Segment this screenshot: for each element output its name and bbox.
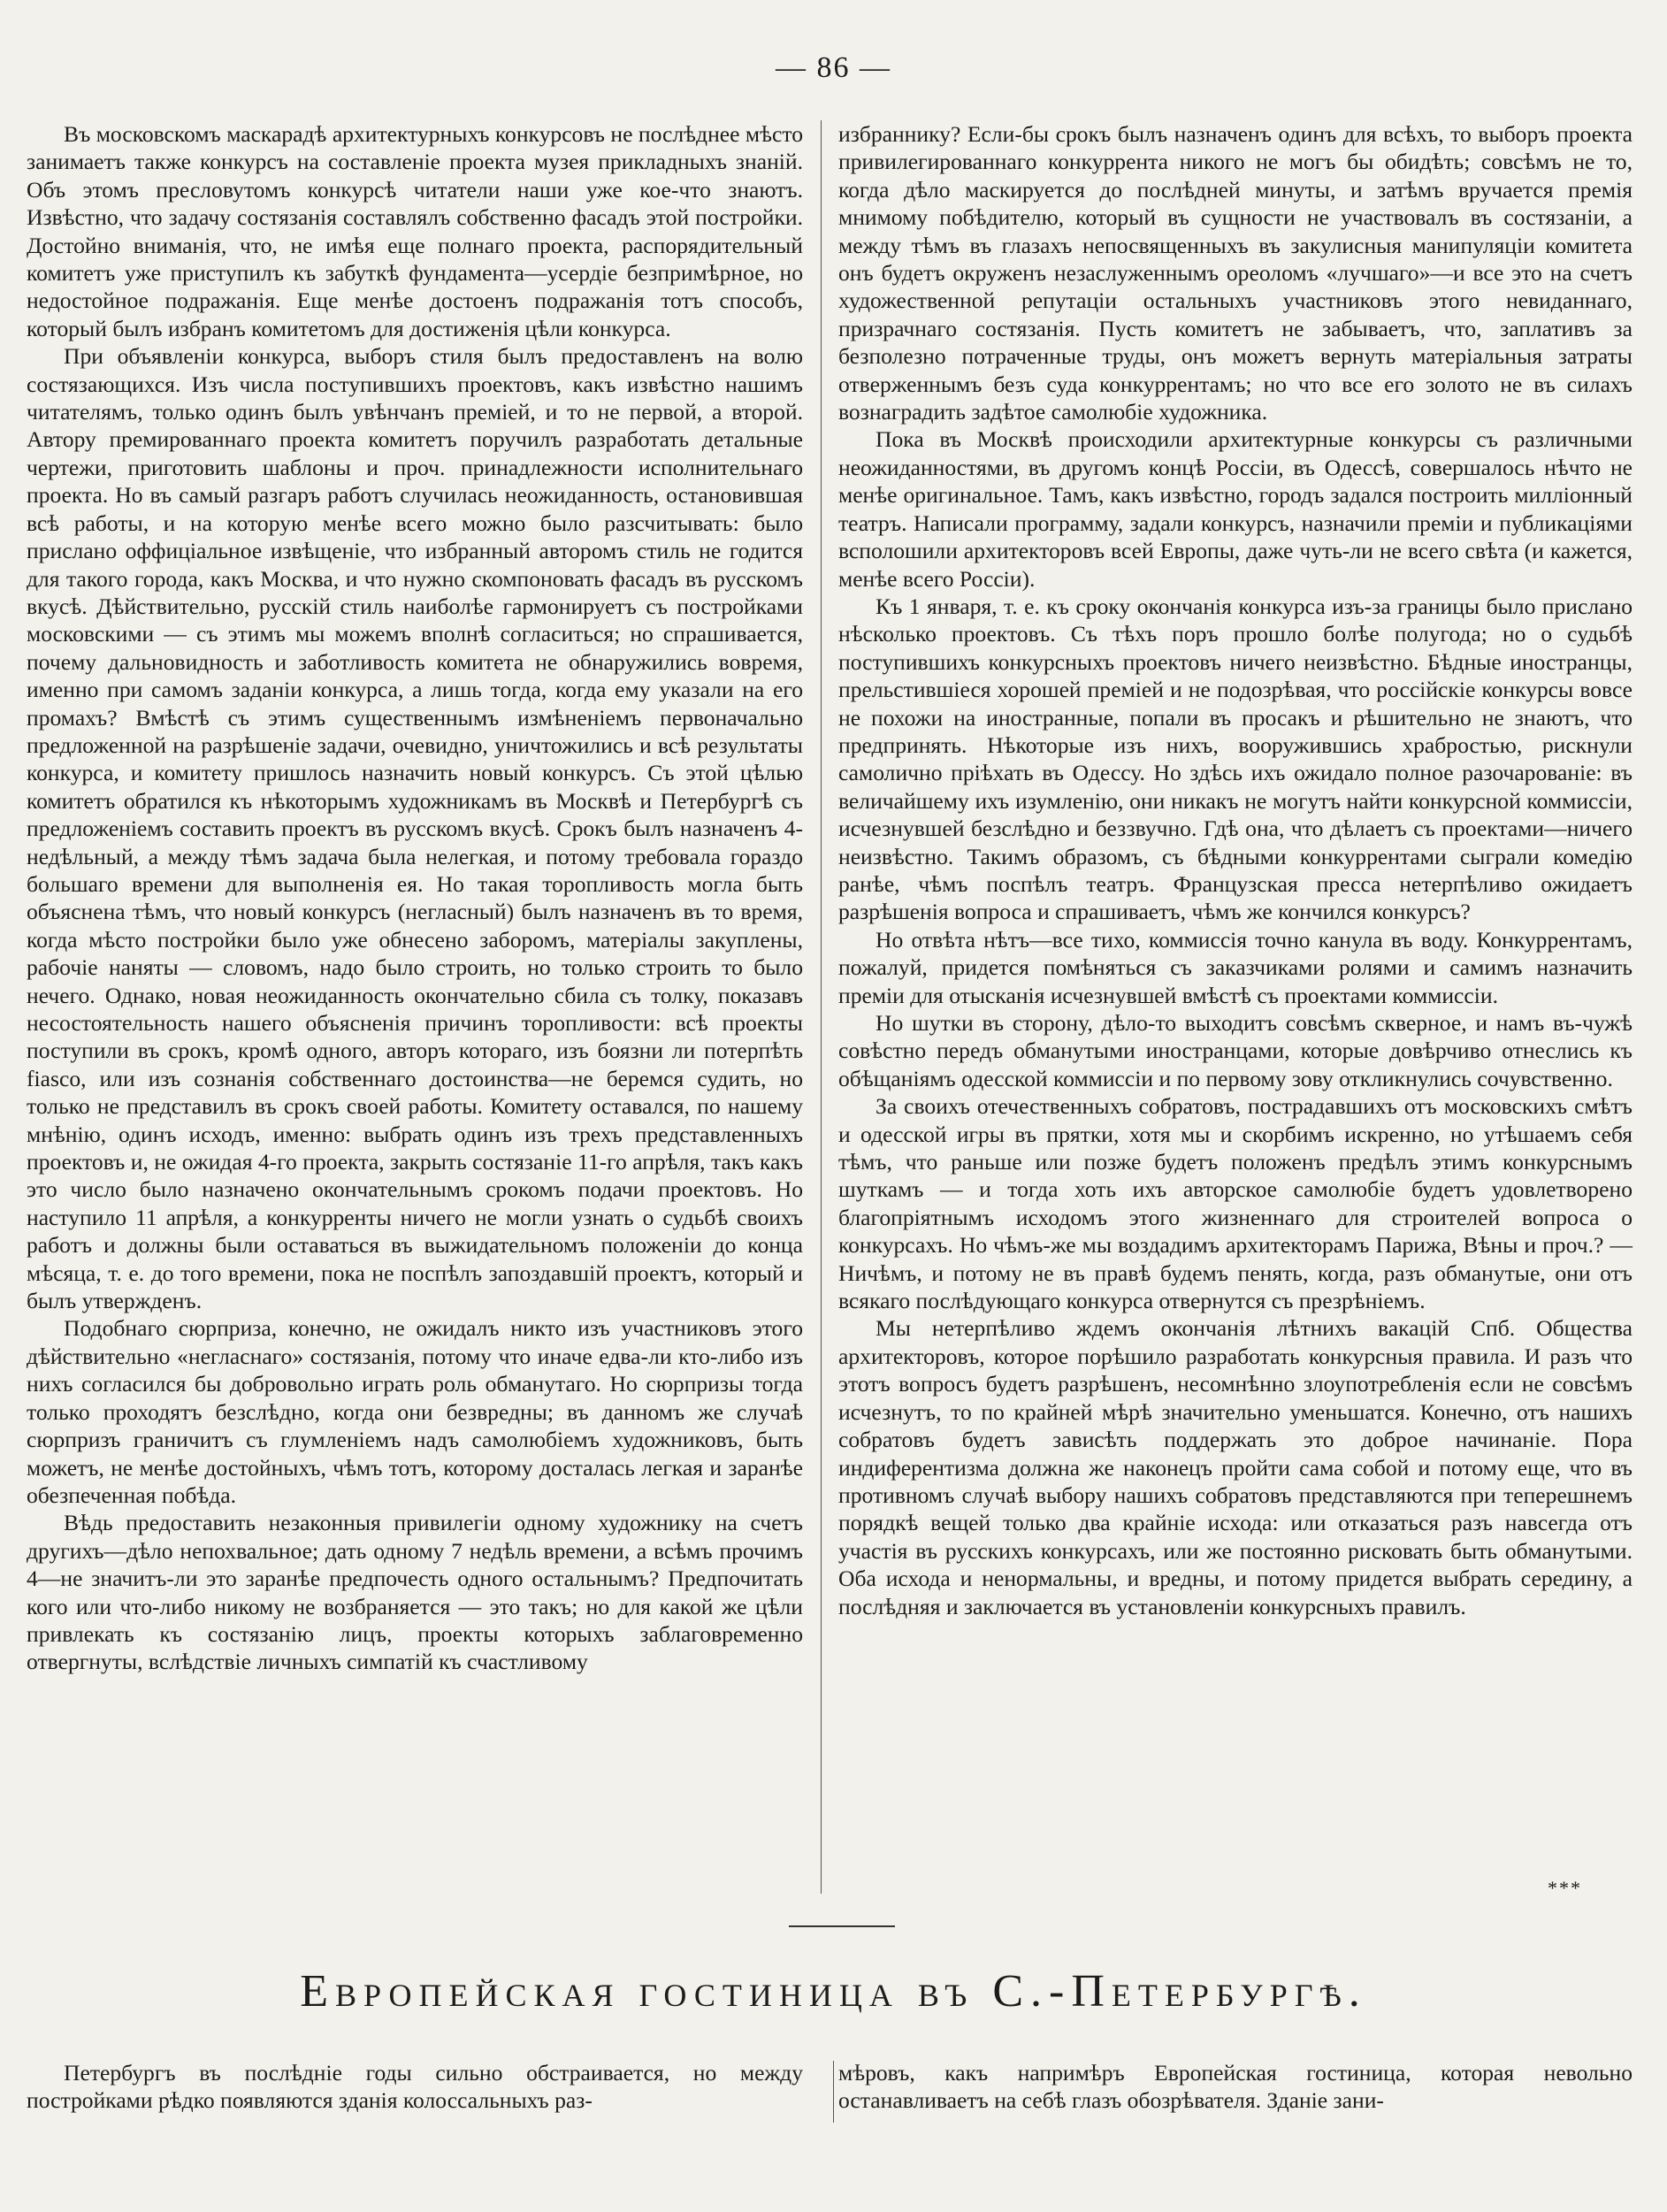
paragraph: За своихъ отечественныхъ собратовъ, пострадавшихъ отъ московскихъ смѣтъ и одесской игры въ прятки, хотя мы и скорбимъ искренно, но утѣшаемъ себя тѣмъ, что раньше или позже будетъ положенъ предѣлъ этимъ конкурснымъ шуткамъ — и тогда хоть ихъ авторское самолюбіе будетъ удовлетворено благопріятнымъ исходомъ этого жизненнаго для строителей вопроса о конкурсахъ. Но чѣмъ-же мы воздадимъ архитекторамъ Парижа, Вѣны и проч.? — Ничѣмъ, и потому не въ правѣ будемъ пенять, когда, разъ обманутые, они отъ всякаго послѣдующаго конкурса отвернутся съ презрѣніемъ. [838,1093,1633,1314]
section-title: Европейская гостиница въ С.-Петербургѣ. [300,1966,1367,2017]
paragraph: Вѣдь предоставить незаконныя привилегіи одному художнику на счетъ другихъ—дѣло непохвальное; дать одному 7 недѣль времени, а всѣмъ прочимъ 4—не значитъ-ли это заранѣе предпочесть одного остальнымъ? Предпочитать кого или что-либо никому не возбраняется — это такъ; но для какой же цѣли привлекать къ состязанію лицъ, проекты которыхъ заблаговременно отвергнуты, вслѣдствіе личныхъ симпатій къ счастливому [27,1510,803,1675]
paragraph: Мы нетерпѣливо ждемъ окончанія лѣтнихъ вакацій Спб. Общества архитекторовъ, которое порѣшило разработать конкурсныя правила. И разъ что этотъ вопросъ будетъ разрѣшенъ, несомнѣнно злоупотребленія если не совсѣмъ исчезнутъ, то по крайней мѣрѣ значительно уменьшатся. Конечно, отъ нашихъ собратовъ будетъ зависѣть поддержать это доброе начинаніе. Пора индиферентизма должна же наконецъ пройти сама собой и потому еще, что въ противномъ случаѣ выбору нашихъ собратовъ представляются при теперешнемъ порядкѣ вещей только два крайніе исхода: или отказаться разъ навсегда отъ участія въ русскихъ конкурсахъ, или же постоянно рисковать быть обманутыми. Оба исхода и ненормальны, и вредны, и потому придется выбрать середину, а послѣдняя и заключается въ установленіи конкурсныхъ правилъ. [838,1315,1633,1619]
page-number: — 86 — [776,51,891,84]
column-divider [833,2061,834,2123]
paragraph: Подобнаго сюрприза, конечно, не ожидалъ никто изъ участниковъ этого дѣйствительно «негласнаго» состязанія, потому что иначе едва-ли кто-либо изъ нихъ согласился бы добровольно играть роль обманутаго. Но сюрпризы тогда только проходятъ безслѣдно, когда они безвредны; въ данномъ же случаѣ сюрпризъ граничитъ съ глумленіемъ надъ самолюбіемъ художниковъ, быть можетъ, не менѣе достойныхъ, чѣмъ тотъ, которому досталась легкая и заранѣе обезпеченная побѣда. [27,1315,803,1508]
paragraph: Къ 1 января, т. е. къ сроку окончанія конкурса изъ-за границы было прислано нѣсколько проектовъ. Съ тѣхъ поръ прошло болѣе полугода; но о судьбѣ поступившихъ конкурсныхъ проектовъ ничего неизвѣстно. Бѣдные иностранцы, прельстившіеся хорошей преміей и не подозрѣвая, что россійскіе конкурсы вовсе не похожи на иностранные, попали въ просакъ и рѣшительно не знаютъ, что предпринять. Нѣкоторые изъ нихъ, вооружившись храбростью, рискнули самолично пріѣхать въ Одессу. Но здѣсь ихъ ожидало полное разочарованіе: въ величайшему ихъ изумленію, они никакъ не могутъ найти конкурсной коммиссіи, исчезнувшей безслѣдно и беззвучно. Гдѣ она, что дѣлаетъ съ проектами—ничего неизвѣстно. Такимъ образомъ, съ бѣдными конкуррентами сыграли комедію ранѣе, чѣмъ поспѣлъ театръ. Французская пресса нетерпѣливо ожидаетъ разрѣшенія вопроса и спрашиваетъ, чѣмъ же кончился конкурсъ? [838,593,1633,925]
right-column [838,120,1633,1620]
paragraph: Но шутки въ сторону, дѣло-то выходитъ совсѣмъ скверное, и намъ въ-чужѣ совѣстно передъ обманутыми иностранцами, которые довѣрчиво отнеслись къ обѣщаніямъ одесской коммиссіи и по первому зову откликнулись сочувственно. [838,1010,1633,1091]
paragraph: Петербургъ въ послѣдніе годы сильно обстраивается, но между постройками рѣдко появляются зданія колоссальныхъ раз- [27,2060,803,2114]
paragraph: Въ московскомъ маскарадѣ архитектурныхъ конкурсовъ не послѣднее мѣсто занимаетъ также конкурсъ на составленіе проекта музея прикладныхъ знаній. Объ этомъ пресловутомъ конкурсѣ читатели наши уже кое-что знаютъ. Извѣстно, что задачу состязанія составлялъ собственно фасадъ этой постройки. Достойно вниманія, что, не имѣя еще полнаго проекта, распорядительный комитетъ уже приступилъ къ забуткѣ фундамента—усердіе безпримѣрное, но недостойное подражанія. Еще менѣе достоенъ подражанія тотъ способъ, который былъ избранъ комитетомъ для достиженія цѣли конкурса. [27,121,803,341]
paragraph: мѣровъ, какъ напримѣръ Европейская гостиница, которая невольно останавливаетъ на себѣ глазъ обозрѣвателя. Зданіе зани- [838,2060,1633,2114]
signature-asterisks: *** [1548,1877,1582,1899]
section-right-column [838,2059,1633,2115]
paragraph: Пока въ Москвѣ происходили архитектурные конкурсы съ различными неожиданностями, въ другомъ концѣ Россіи, въ Одессѣ, совершалось нѣчто не менѣе оригинальное. Тамъ, какъ извѣстно, городъ задался построить милліонный театръ. Написали программу, задали конкурсъ, назначили преміи и публикаціями всполошили архитекторовъ всей Европы, даже чуть-ли не всего свѣта (и кажется, менѣе всего Россіи). [838,426,1633,592]
paragraph: При объявленіи конкурса, выборъ стиля былъ предоставленъ на волю состязающихся. Изъ числа поступившихъ проектовъ, какъ извѣстно нашимъ читателямъ, только одинъ былъ увѣнчанъ преміей, и то не первой, а второй. Автору премированнаго проекта комитетъ поручилъ разработать детальные чертежи, приготовить шаблоны и проч. принадлежности исполнительнаго проекта. Но въ самый разгаръ работъ случилась неожиданность, остановившая всѣ работы, и на которую менѣе всего можно было разсчитывать: было прислано оффиціальное извѣщеніе, что избранный авторомъ стиль не годится для такого города, какъ Москва, и что нужно скомпоновать фасадъ въ русскомъ вкусѣ. Дѣйствительно, русскій стиль наиболѣе гармонируетъ съ постройками московскими — съ этимъ мы можемъ вполнѣ согласиться; но спрашивается, почему дальновидность и заботливость комитета не обнаружились вовремя, именно при самомъ заданіи конкурса, а лишь тогда, когда ему указали на его промахъ? Вмѣстѣ съ этимъ существеннымъ измѣненіемъ первоначально предложенной на разрѣшеніе задачи, очевидно, уничтожились и всѣ результаты конкурса, и комитету пришлось назначить новый конкурсъ. Съ этой цѣлью комитетъ обратился къ нѣкоторымъ художникамъ въ Москвѣ и Петербургѣ съ предложеніемъ составить проектъ въ русскомъ вкусѣ. Срокъ былъ назначенъ 4-недѣльный, а между тѣмъ задача была нелегкая, и потому требовала гораздо большаго времени для выполненія ея. Но такая торопливость могла быть объяснена тѣмъ, что новый конкурсъ (негласный) былъ назначенъ въ то время, когда мѣсто постройки было уже обнесено заборомъ, матеріалы закуплены, рабочіе наняты — словомъ, надо было строить, но только строить то было нечего. Однако, новая неожиданность окончательно сбила съ толку, показавъ несостоятельность нашего объясненія причинъ торопливости: всѣ проекты поступили въ срокъ, кромѣ одного, авторъ котораго, изъ боязни ли потерпѣть fiasco, или изъ сознанія собственнаго достоинства—не беремся судить, но только не представилъ въ срокъ своей работы. Комитету оставался, по нашему мнѣнію, одинъ исходъ, именно: выбрать одинъ изъ трехъ представленныхъ проектовъ и, не ожидая 4-го проекта, закрыть состязаніе 11-го апрѣля, такъ какъ это число было назначено окончательнымъ срокомъ подачи проектовъ. Но наступило 11 апрѣля, а конкурренты ничего не могли узнать о судьбѣ своихъ работъ и должны были оставаться въ выжидательномъ положеніи до конца мѣсяца, т. е. до того времени, пока не поспѣлъ запоздавшій проектъ, который и былъ утвержденъ. [27,343,803,1314]
section-left-column [27,2059,803,2115]
paragraph: избраннику? Если-бы срокъ былъ назначенъ одинъ для всѣхъ, то выборъ проекта привилегированнаго конкуррента никого не могъ бы обидѣть; совсѣмъ не то, когда дѣло маскируется до послѣдней минуты, и затѣмъ вручается премія мнимому побѣдителю, который въ сущности не участвовалъ въ состязаніи, а между тѣмъ въ глазахъ непосвященныхъ въ закулисныя манипуляціи комитета онъ будетъ окруженъ незаслуженнымъ ореоломъ «лучшаго»—и все это на счетъ художественной репутаціи остальныхъ участниковъ этого невиданнаго, призрачнаго состязанія. Пусть комитетъ не забываетъ, что, заплативъ за безполезно потраченные труды, онъ можетъ вернуть матеріальныя затраты отверженнымъ безъ суда конкуррентамъ; но что все его золото не въ силахъ вознаградить задѣтое самолюбіе художника. [838,121,1633,425]
section-divider [789,1925,895,1927]
column-divider [821,120,822,1894]
left-column [27,120,803,1676]
paragraph: Но отвѣта нѣтъ—все тихо, коммиссія точно канула въ воду. Конкуррентамъ, пожалуй, придется помѣняться съ заказчиками ролями и самимъ назначить преміи для отысканія исчезнувшей вмѣстѣ съ проектами коммиссіи. [838,926,1633,1008]
